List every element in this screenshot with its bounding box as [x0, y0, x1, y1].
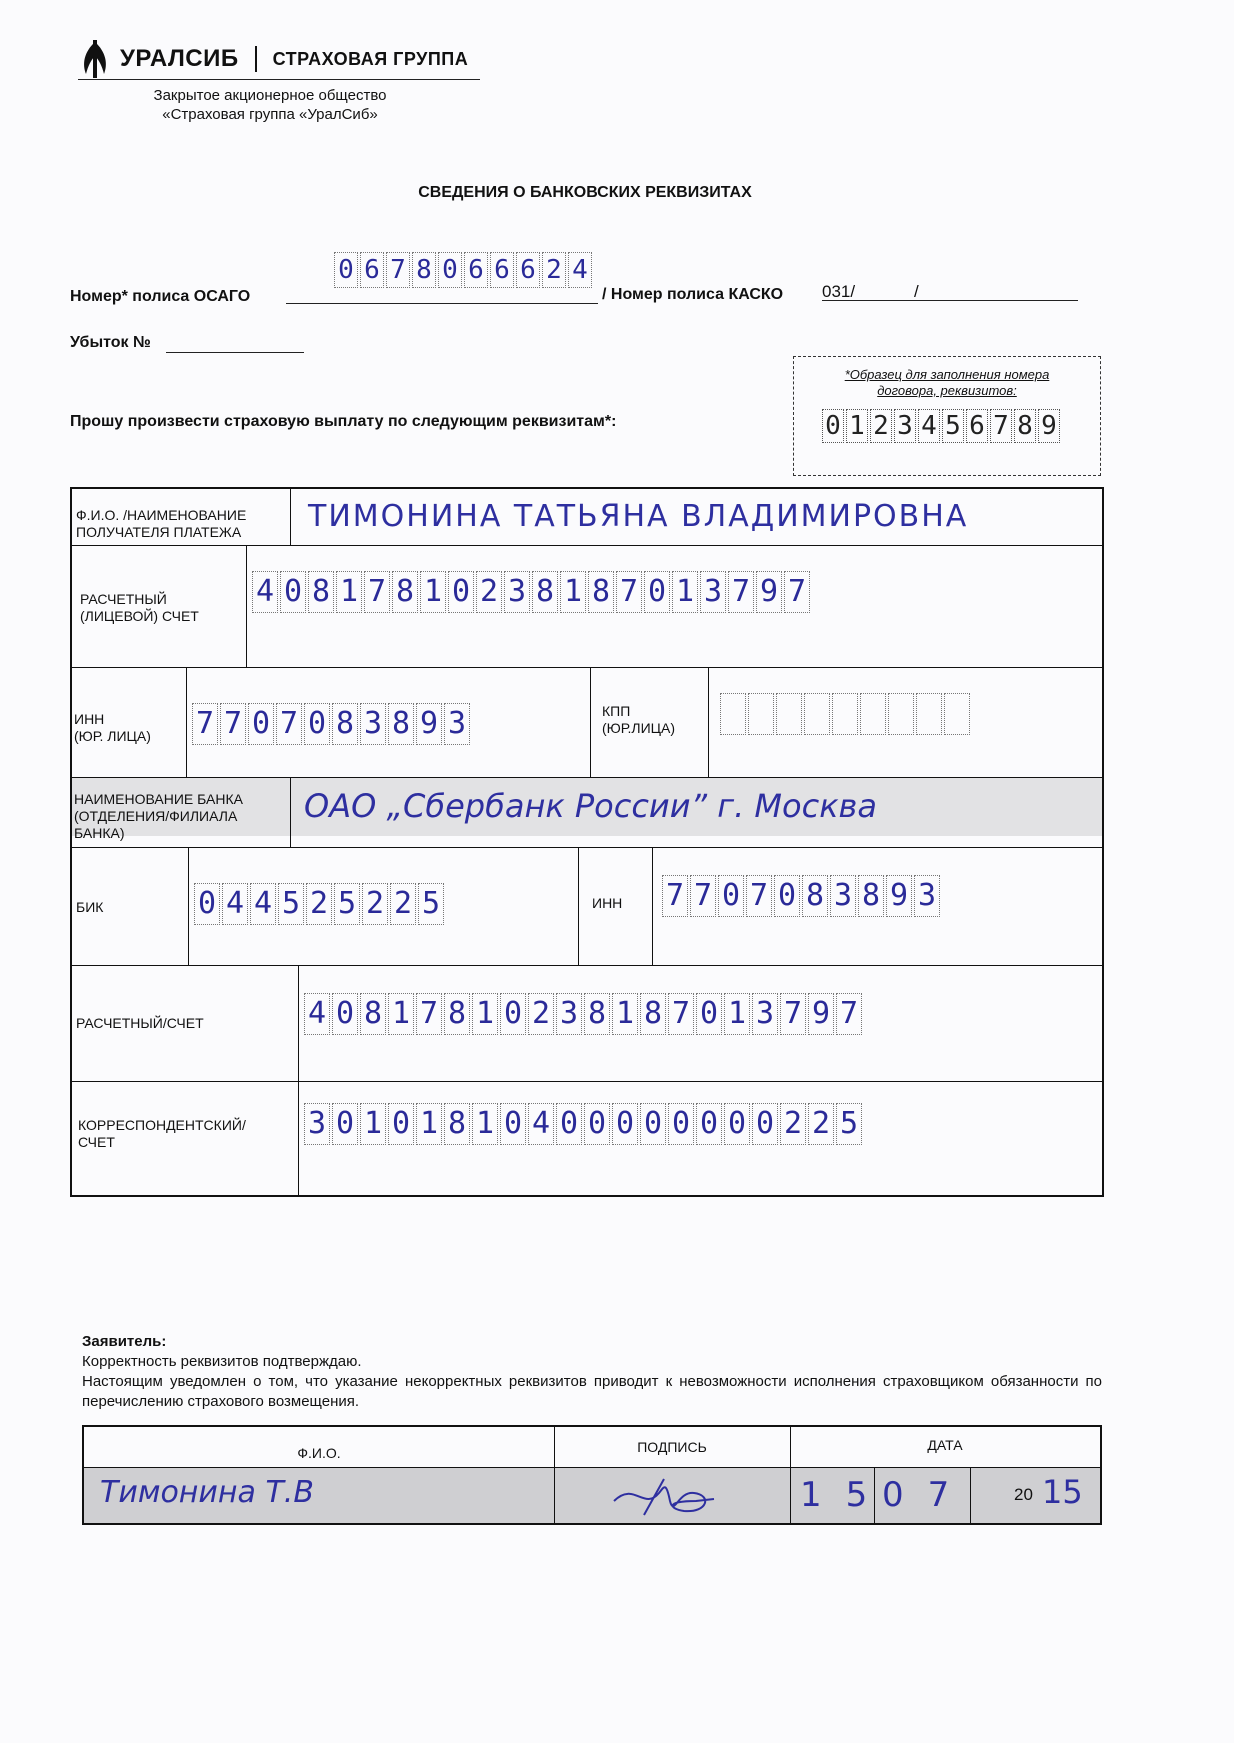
- date-month[interactable]: 07: [882, 1475, 974, 1515]
- statement-line-2: Настоящим уведомлен о том, что указание некорректных реквизитов приводит к невозможности исполнения страховщиком обязанности по перечислению страхового возмещения.: [82, 1373, 1102, 1410]
- col-divider: [188, 847, 189, 965]
- kpp-field[interactable]: [720, 693, 970, 735]
- correspondent-digit: 1: [472, 1103, 498, 1145]
- settlement-digit: 8: [640, 993, 666, 1035]
- inn-digit: 9: [416, 703, 442, 745]
- account-digit: 1: [336, 571, 362, 613]
- bik-digit: 0: [194, 883, 220, 925]
- bik-digit: 4: [222, 883, 248, 925]
- settlement-digit: 2: [528, 993, 554, 1035]
- row-divider: [72, 965, 1102, 966]
- account-digit: 1: [672, 571, 698, 613]
- osago-digit: 6: [360, 252, 384, 288]
- kpp-label-line-1: КПП: [602, 703, 631, 719]
- inn-digit: 7: [192, 703, 218, 745]
- account-digit: 7: [728, 571, 754, 613]
- correspondent-digit: 0: [332, 1103, 358, 1145]
- row-divider: [72, 545, 1102, 546]
- bik-digit: 4: [250, 883, 276, 925]
- row-divider: [72, 667, 1102, 668]
- account-digit: 9: [756, 571, 782, 613]
- correspondent-digit: 0: [612, 1103, 638, 1145]
- logo-group-text: СТРАХОВАЯ ГРУППА: [272, 48, 469, 69]
- settlement-digit: 7: [668, 993, 694, 1035]
- account-digit: 3: [504, 571, 530, 613]
- fio-value[interactable]: Тимонина Т.В: [100, 1475, 314, 1510]
- bank-inn-field[interactable]: [662, 875, 940, 917]
- col-divider: [652, 847, 653, 965]
- settlement-digit: 0: [332, 993, 358, 1035]
- bik-digit: 2: [362, 883, 388, 925]
- settlement-digit: 8: [360, 993, 386, 1035]
- bank-inn-digit: 7: [690, 875, 716, 917]
- bik-label: БИК: [76, 899, 104, 915]
- inn-digit: 0: [248, 703, 274, 745]
- correspondent-digit: 8: [444, 1103, 470, 1145]
- correspondent-digit: 1: [360, 1103, 386, 1145]
- settlement-digit: 1: [612, 993, 638, 1035]
- col-divider: [246, 545, 247, 667]
- bik-digit: 5: [418, 883, 444, 925]
- row-divider: [72, 847, 1102, 848]
- date-year-suffix[interactable]: 15: [1042, 1473, 1083, 1511]
- col-divider: [298, 965, 299, 1195]
- sample-digit: 1: [846, 409, 868, 443]
- kpp-digit: [860, 693, 886, 735]
- kasko-separator: /: [914, 282, 919, 301]
- bank-inn-digit: 8: [802, 875, 828, 917]
- osago-digit: 6: [464, 252, 488, 288]
- sample-title-1: *Образец для заполнения номера: [844, 367, 1050, 382]
- settlement-digit: 7: [836, 993, 862, 1035]
- correspondent-digit: 3: [304, 1103, 330, 1145]
- settlement-digit: 1: [472, 993, 498, 1035]
- recipient-value[interactable]: ТИМОНИНА ТАТЬЯНА ВЛАДИМИРОВНА: [308, 499, 969, 534]
- account-digit: 0: [644, 571, 670, 613]
- kpp-digit: [916, 693, 942, 735]
- requisites-table: [70, 487, 1104, 1197]
- inn-label-line-2: (ЮР. ЛИЦА): [74, 728, 151, 744]
- applicant-statement: [82, 1352, 1102, 1412]
- osago-digit: 7: [386, 252, 410, 288]
- account-digit: 7: [364, 571, 390, 613]
- kasko-underline: [822, 300, 1078, 301]
- sample-digit: 2: [870, 409, 892, 443]
- correspondent-digit: 0: [584, 1103, 610, 1145]
- bank-inn-digit: 3: [914, 875, 940, 917]
- kpp-label-line-2: (ЮР.ЛИЦА): [602, 720, 675, 736]
- settlement-digit: 0: [696, 993, 722, 1035]
- sample-digit: 4: [918, 409, 940, 443]
- statement-line-1: Корректность реквизитов подтверждаю.: [82, 1353, 362, 1370]
- bik-digit: 5: [278, 883, 304, 925]
- settlement-account-field[interactable]: [304, 993, 862, 1035]
- bank-inn-digit: 7: [746, 875, 772, 917]
- correspondent-digit: 0: [500, 1103, 526, 1145]
- osago-underline: [286, 303, 598, 304]
- inn-label: [74, 711, 151, 745]
- account-digit: 7: [616, 571, 642, 613]
- correspondent-digit: 2: [808, 1103, 834, 1145]
- osago-label: Номер* полиса ОСАГО: [70, 288, 251, 305]
- applicant-heading: Заявитель:: [82, 1333, 167, 1350]
- account-label: [80, 591, 199, 625]
- account-digit: 8: [588, 571, 614, 613]
- inn-digit: 3: [444, 703, 470, 745]
- kpp-digit: [888, 693, 914, 735]
- bank-inn-digit: 8: [858, 875, 884, 917]
- bik-digit: 2: [390, 883, 416, 925]
- fio-header: Ф.И.О.: [297, 1445, 341, 1461]
- osago-digit: 0: [438, 252, 462, 288]
- osago-digit: 6: [516, 252, 540, 288]
- request-text: Прошу произвести страховую выплату по следующим реквизитам*:: [70, 413, 617, 430]
- inn-digit: 7: [220, 703, 246, 745]
- account-number-field[interactable]: [252, 571, 810, 613]
- kpp-digit: [776, 693, 802, 735]
- account-digit: 2: [476, 571, 502, 613]
- osago-digit: 8: [412, 252, 436, 288]
- signature-table: [82, 1425, 1102, 1525]
- settlement-digit: 0: [500, 993, 526, 1035]
- settlement-digit: 4: [304, 993, 330, 1035]
- correspondent-digit: 1: [416, 1103, 442, 1145]
- correspondent-digit: 0: [668, 1103, 694, 1145]
- sample-digits: [822, 409, 1100, 443]
- correspondent-digit: 4: [528, 1103, 554, 1145]
- company-line-2: «Страховая группа «УралСиб»: [162, 106, 378, 123]
- account-digit: 4: [252, 571, 278, 613]
- date-header: ДАТА: [927, 1437, 963, 1453]
- row-divider: [72, 1081, 1102, 1082]
- sample-digit: 6: [966, 409, 988, 443]
- account-digit: 8: [532, 571, 558, 613]
- col-divider: [578, 847, 579, 965]
- inn-digit: 7: [276, 703, 302, 745]
- correspondent-digit: 5: [836, 1103, 862, 1145]
- corr-label-line-1: КОРРЕСПОНДЕНТСКИЙ/: [78, 1117, 246, 1133]
- bik-digit: 2: [306, 883, 332, 925]
- inn-label-line-1: ИНН: [74, 711, 105, 727]
- correspondent-digit: 0: [696, 1103, 722, 1145]
- kpp-digit: [720, 693, 746, 735]
- sample-digit: 8: [1014, 409, 1036, 443]
- correspondent-digit: 0: [724, 1103, 750, 1145]
- account-digit: 0: [448, 571, 474, 613]
- uralsib-emblem-icon: [78, 38, 112, 80]
- bik-field[interactable]: [194, 883, 444, 925]
- osago-digit: 4: [568, 252, 592, 288]
- settlement-digit: 3: [752, 993, 778, 1035]
- kpp-digit: [944, 693, 970, 735]
- settlement-digit: 1: [724, 993, 750, 1035]
- account-digit: 1: [560, 571, 586, 613]
- account-label-line-2: (ЛИЦЕВОЙ) СЧЕТ: [80, 608, 199, 624]
- row-divider: [72, 777, 1102, 778]
- sample-title-2: договора, реквизитов:: [877, 383, 1017, 398]
- company-line-1: Закрытое акционерное общество: [153, 87, 387, 104]
- kpp-digit: [748, 693, 774, 735]
- inn-digit: 8: [332, 703, 358, 745]
- kasko-prefix[interactable]: 031/: [822, 282, 856, 301]
- bank-inn-digit: 9: [886, 875, 912, 917]
- osago-digit: 0: [334, 252, 358, 288]
- document-title: СВЕДЕНИЯ О БАНКОВСКИХ РЕКВИЗИТАХ: [418, 184, 752, 201]
- loss-label: Убыток №: [70, 334, 151, 351]
- sample-digit: 9: [1038, 409, 1060, 443]
- settlement-digit: 8: [584, 993, 610, 1035]
- correspondent-digit: 0: [640, 1103, 666, 1145]
- account-label-line-1: РАСЧЕТНЫЙ: [80, 591, 167, 607]
- settlement-digit: 1: [388, 993, 414, 1035]
- date-year-prefix: 20: [1014, 1485, 1033, 1504]
- bank-inn-digit: 3: [830, 875, 856, 917]
- row-divider: [84, 1467, 1100, 1468]
- bank-inn-label: ИНН: [592, 895, 623, 911]
- account-digit: 3: [700, 571, 726, 613]
- bank-label: НАИМЕНОВАНИЕ БАНКА (ОТДЕЛЕНИЯ/ФИЛИАЛА БАНКА): [74, 791, 243, 841]
- correspondent-digit: 0: [752, 1103, 778, 1145]
- kpp-label: [602, 703, 675, 737]
- handwritten-signature[interactable]: [604, 1471, 724, 1525]
- col-divider: [186, 667, 187, 777]
- sample-digit: 0: [822, 409, 844, 443]
- correspondent-account-field[interactable]: [304, 1103, 862, 1145]
- bank-inn-digit: 7: [662, 875, 688, 917]
- corr-label-line-2: СЧЕТ: [78, 1134, 115, 1150]
- logo-separator: [255, 46, 257, 72]
- settle-label: РАСЧЕТНЫЙ/СЧЕТ: [76, 1015, 204, 1031]
- inn-field[interactable]: [192, 703, 470, 745]
- settlement-digit: 9: [808, 993, 834, 1035]
- col-divider: [290, 489, 291, 545]
- inn-digit: 8: [388, 703, 414, 745]
- bik-digit: 5: [334, 883, 360, 925]
- col-divider: [708, 667, 709, 777]
- account-digit: 8: [308, 571, 334, 613]
- kasko-label: / Номер полиса КАСКО: [602, 286, 784, 303]
- correspondent-digit: 0: [388, 1103, 414, 1145]
- account-digit: 7: [784, 571, 810, 613]
- header-rule: [78, 79, 480, 80]
- inn-digit: 0: [304, 703, 330, 745]
- account-digit: 1: [420, 571, 446, 613]
- correspondent-digit: 0: [556, 1103, 582, 1145]
- corr-label: [78, 1117, 246, 1151]
- loss-number-field[interactable]: [166, 352, 304, 353]
- logo-word: УРАЛСИБ: [120, 45, 239, 72]
- bank-inn-digit: 0: [774, 875, 800, 917]
- correspondent-digit: 2: [780, 1103, 806, 1145]
- osago-digit: 2: [542, 252, 566, 288]
- col-divider: [290, 777, 291, 847]
- signature-header: ПОДПИСЬ: [637, 1439, 707, 1455]
- fill-sample-box: [793, 356, 1101, 476]
- osago-digit: 6: [490, 252, 514, 288]
- uralsib-logo: [78, 38, 468, 80]
- settlement-digit: 7: [416, 993, 442, 1035]
- settlement-digit: 7: [780, 993, 806, 1035]
- sample-digit: 5: [942, 409, 964, 443]
- settlement-digit: 8: [444, 993, 470, 1035]
- settlement-digit: 3: [556, 993, 582, 1035]
- col-divider: [590, 667, 591, 777]
- inn-digit: 3: [360, 703, 386, 745]
- sample-digit: 3: [894, 409, 916, 443]
- sample-digit: 7: [990, 409, 1012, 443]
- kpp-digit: [804, 693, 830, 735]
- bank-inn-digit: 0: [718, 875, 744, 917]
- date-day[interactable]: 15: [800, 1475, 892, 1515]
- bank-value[interactable]: ОАО „Сбербанк России” г. Москва: [304, 787, 877, 825]
- company-name: [140, 86, 400, 124]
- account-digit: 8: [392, 571, 418, 613]
- osago-number-field[interactable]: [334, 252, 592, 288]
- recipient-label: Ф.И.О. /НАИМЕНОВАНИЕ ПОЛУЧАТЕЛЯ ПЛАТЕЖА: [76, 507, 247, 540]
- kpp-digit: [832, 693, 858, 735]
- account-digit: 0: [280, 571, 306, 613]
